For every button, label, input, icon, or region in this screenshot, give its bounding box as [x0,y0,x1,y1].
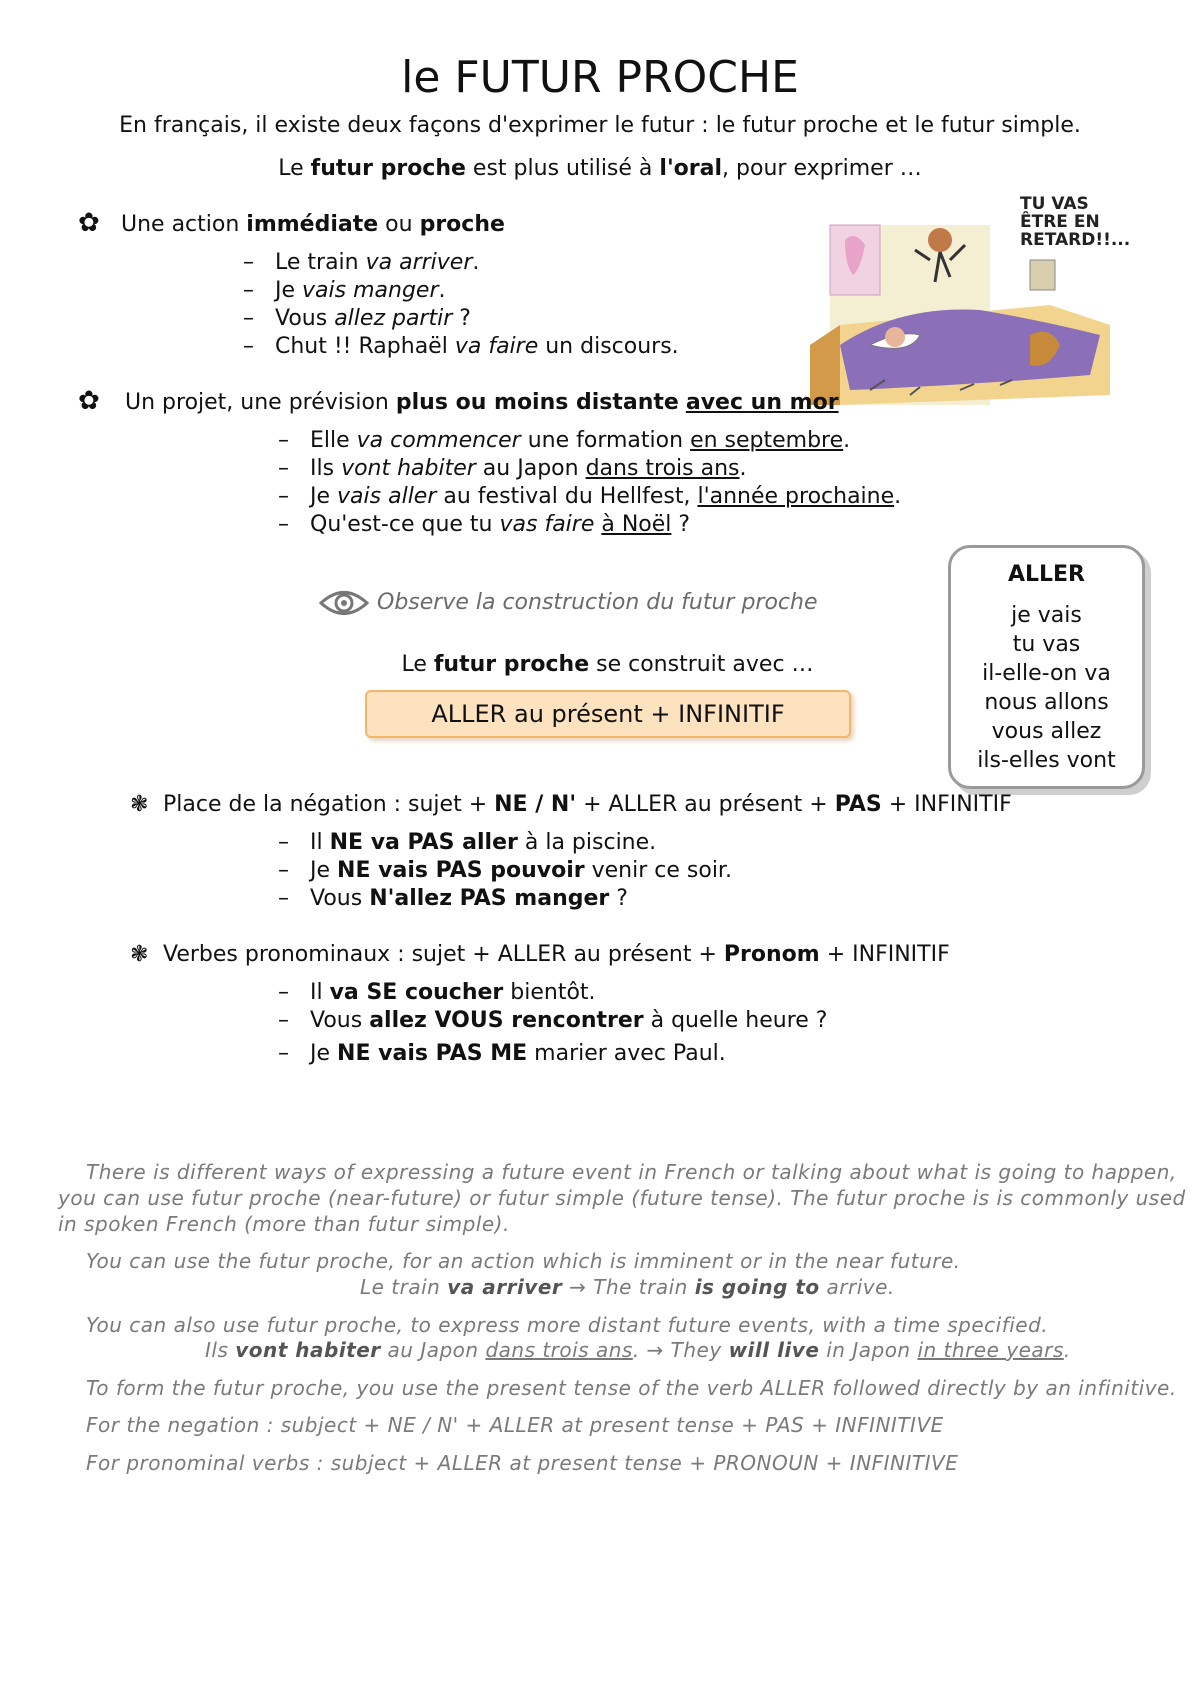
english-paragraph-line: For pronominal verbs : subject + ALLER at present tense + PRONOUN + INFINITIVE [86,1451,959,1475]
english-paragraph-line: you can use futur proche (near-future) or futur simple (future tense). The futur proche is is commonly used [58,1186,1186,1210]
conjugation-row: je vais [1011,603,1082,628]
english-paragraph-line: You can use the futur proche, for an action which is imminent or in the near future. [86,1249,961,1273]
list-item: – Je NE vais PAS ME marier avec Paul. [278,1041,726,1066]
aller-conjugation-box [948,545,1145,789]
flower-icon: ✿ [78,386,100,416]
list-item: – Qu'est-ce que tu vas faire à Noël ? [278,512,691,537]
page-title: le FUTUR PROCHE [401,52,799,103]
list-item: – Vous N'allez PAS manger ? [278,886,628,911]
conjugation-row: il-elle-on va [982,661,1111,686]
conjugation-row: nous allons [984,690,1109,715]
intro-line-1: En français, il existe deux façons d'exprimer le futur : le futur proche et le futur simple. [119,113,1081,138]
list-item: – Vous allez partir ? [243,306,471,331]
eye-icon [318,586,370,620]
snowflake-icon: ❃ [130,792,149,817]
conjugation-row: vous allez [991,719,1102,744]
formula-box: ALLER au présent + INFINITIF [365,690,851,738]
cartoon-illustration [800,194,1131,415]
observe-line: Observe la construction du futur proche [318,586,818,620]
section-distant-heading: ✿ Un projet, une prévision plus ou moins distante avec un mor [78,386,839,416]
construction-sentence: Le futur proche se construit avec … [401,652,814,677]
english-paragraph-line: in spoken French (more than futur simple). [58,1212,510,1236]
aller-box-title: ALLER [1007,562,1086,587]
list-item: – Elle va commencer une formation en septembre. [278,428,851,453]
conjugation-row: tu vas [1012,632,1081,657]
list-item: – Je NE vais PAS pouvoir venir ce soir. [278,858,732,883]
pronominal-heading: ❃ Verbes pronominaux : sujet + ALLER au présent + Pronom + INFINITIF [130,942,950,967]
snowflake-icon: ❃ [130,942,149,967]
list-item: – Le train va arriver. [243,250,480,275]
english-example-line: Ils vont habiter au Japon dans trois ans. → They will live in Japon in three years. [205,1338,1071,1362]
english-paragraph-line: To form the futur proche, you use the present tense of the verb ALLER followed directly by an infinitive. [86,1376,1177,1400]
intro-line-2: Le futur proche est plus utilisé à l'oral, pour exprimer … [278,156,922,181]
list-item: – Il NE va PAS aller à la piscine. [278,830,657,855]
list-item: – Je vais aller au festival du Hellfest, l'année prochaine. [278,484,902,509]
list-item: – Je vais manger. [243,278,446,303]
cartoon-speech-text: TU VAS ÊTRE EN RETARD!!... [1020,194,1131,250]
flower-icon: ✿ [78,208,100,238]
list-item: – Il va SE coucher bientôt. [278,980,596,1005]
negation-heading: ❃ Place de la négation : sujet + NE / N' + ALLER au présent + PAS + INFINITIF [130,792,1012,817]
section-immediate-heading: ✿ Une action immédiate ou proche [78,208,505,238]
list-item: – Ils vont habiter au Japon dans trois ans. [278,456,747,481]
english-example-line: Le train va arriver → The train is going to arrive. [360,1275,895,1299]
list-item: – Vous allez VOUS rencontrer à quelle heure ? [278,1008,828,1033]
english-paragraph-line: For the negation : subject + NE / N' + ALLER at present tense + PAS + INFINITIVE [86,1413,944,1437]
english-paragraph-line: There is different ways of expressing a future event in French or talking about what is going to happen, [86,1160,1177,1184]
list-item: – Chut !! Raphaël va faire un discours. [243,334,679,359]
english-paragraph-line: You can also use futur proche, to express more distant future events, with a time specified. [86,1313,1049,1337]
conjugation-row: ils-elles vont [977,748,1116,773]
